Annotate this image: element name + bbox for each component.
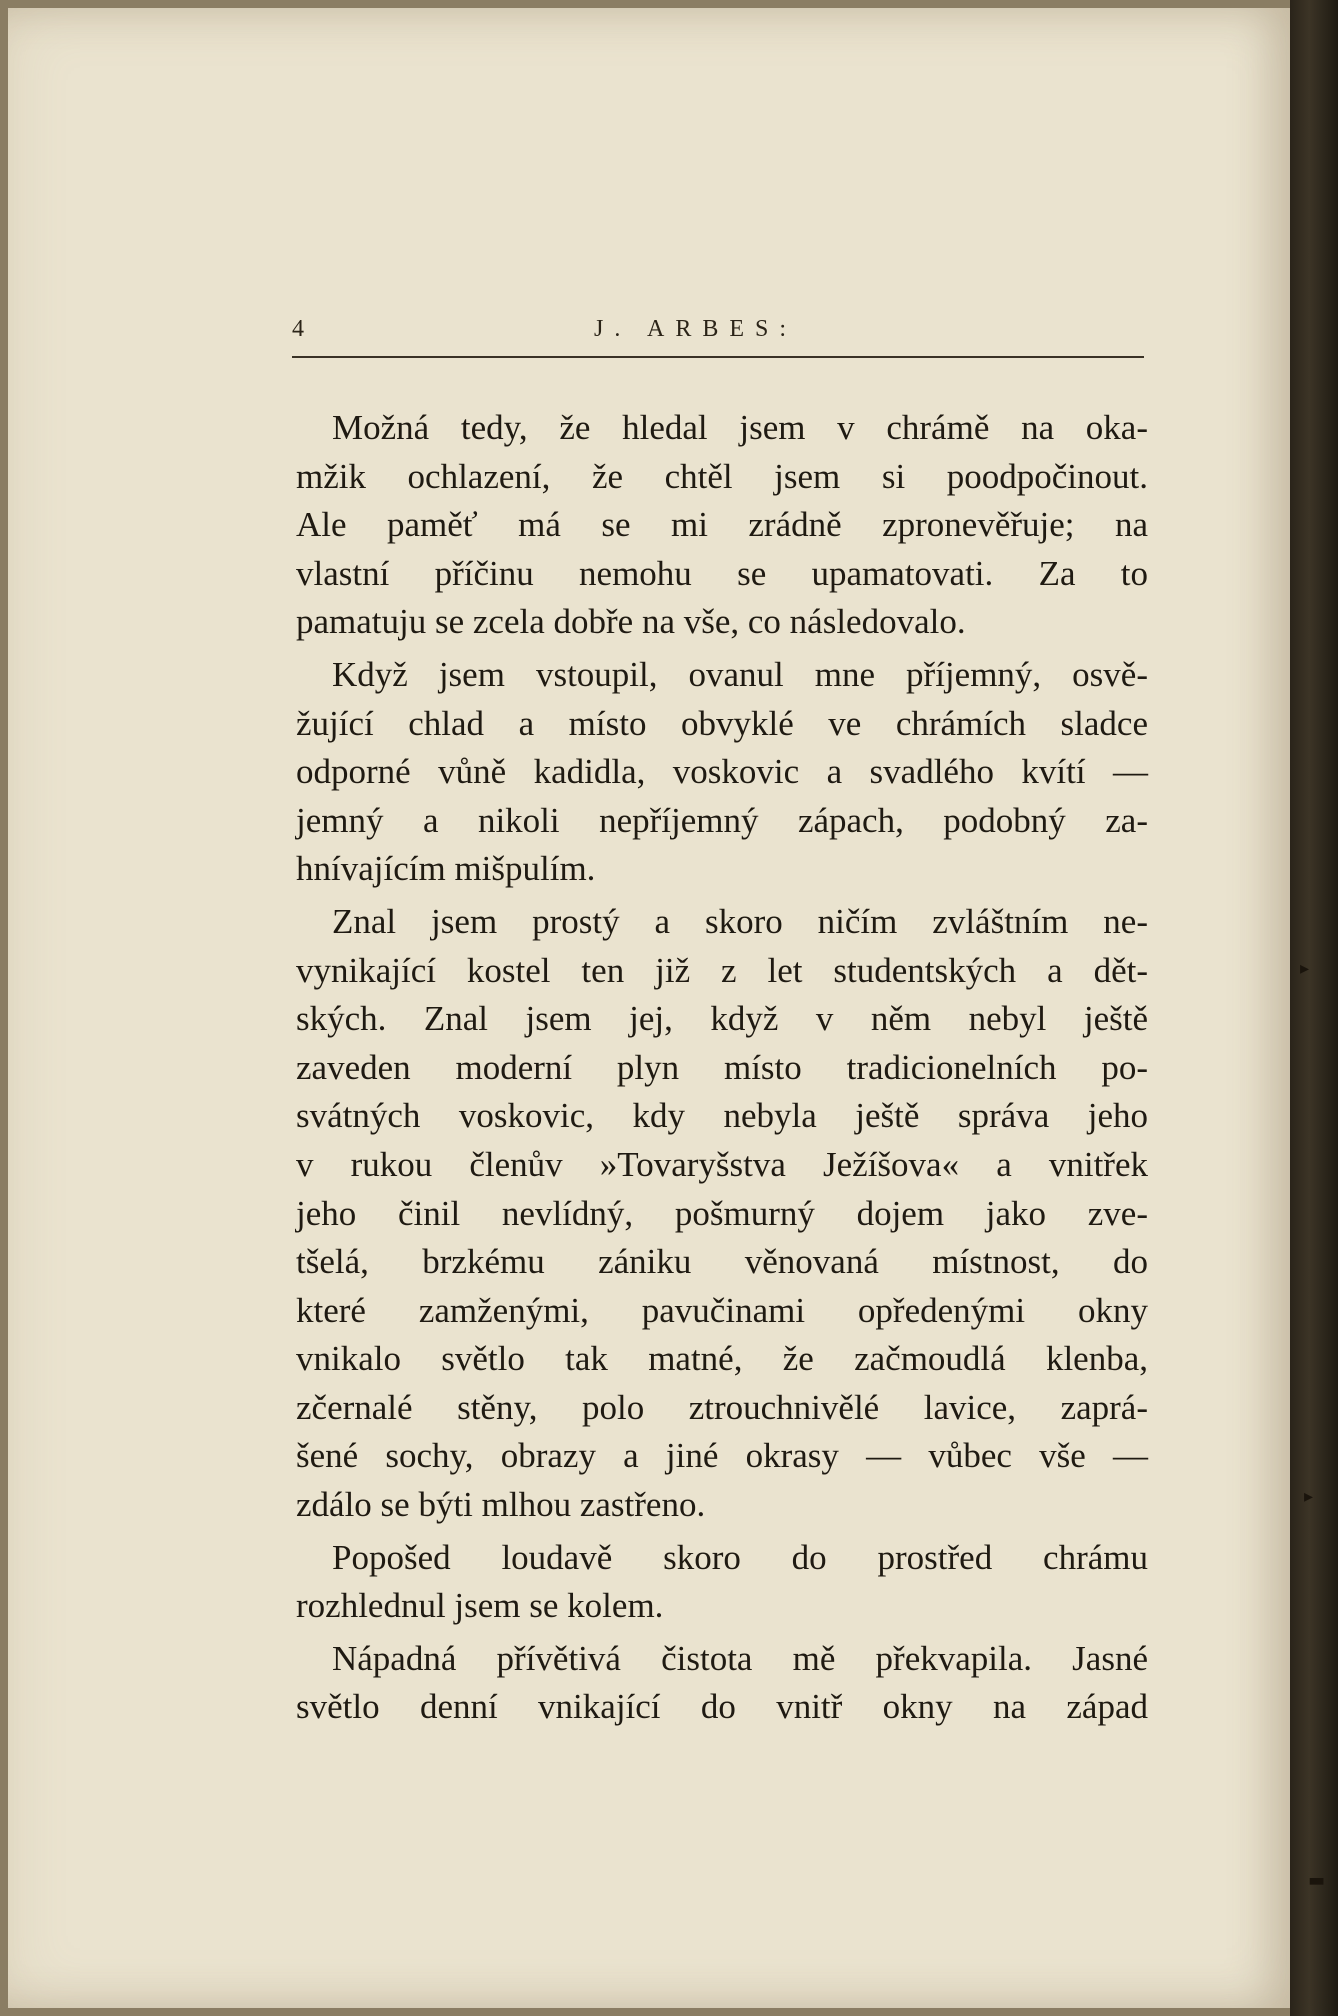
text-line: které zamženými, pavučinami opředenými okny bbox=[296, 1290, 1148, 1330]
paragraph bbox=[296, 1635, 1148, 1732]
text-line: Ale paměť má se mi zrádně zpronevěřuje; na bbox=[296, 505, 1148, 545]
text-line: zdálo se býti mlhou zastřeno. bbox=[296, 1485, 706, 1525]
text-line: svátných voskovic, kdy nebyla ještě správa jeho bbox=[296, 1096, 1148, 1136]
text-line: Možná tedy, že hledal jsem v chrámě na oka- bbox=[332, 408, 1148, 447]
running-head: J. ARBES: bbox=[594, 316, 798, 342]
header-rule bbox=[292, 356, 1144, 358]
text-line: šené sochy, obrazy a jiné okrasy — vůbec vše — bbox=[296, 1436, 1148, 1476]
text-line: jemný a nikoli nepříjemný zápach, podobný za- bbox=[296, 800, 1148, 840]
gutter-mark: ▸ bbox=[1300, 958, 1310, 979]
gutter-mark: ▬ bbox=[1308, 1870, 1326, 1891]
text-line: rozhlednul jsem se kolem. bbox=[296, 1586, 664, 1626]
text-line: žující chlad a místo obvyklé ve chrámích sladce bbox=[296, 703, 1148, 743]
text-line: Nápadná přívětivá čistota mě překvapila. Jasné bbox=[332, 1638, 1148, 1678]
page-number: 4 bbox=[292, 316, 304, 342]
text-line: Když jsem vstoupil, ovanul mne příjemný, osvě- bbox=[332, 654, 1148, 694]
text-line: odporné vůně kadidla, voskovic a svadlého kvítí — bbox=[296, 752, 1148, 792]
text-line: vynikající kostel ten již z let studentských a dět- bbox=[296, 950, 1148, 990]
paragraph bbox=[296, 651, 1148, 894]
page-header bbox=[292, 316, 1144, 356]
paragraph bbox=[296, 404, 1148, 647]
text-line: Popošed loudavě skoro do prostřed chrámu bbox=[332, 1537, 1148, 1577]
paragraph bbox=[296, 898, 1148, 1530]
text-line: v rukou členův »Tovaryšstva Ježíšova« a vnitřek bbox=[296, 1144, 1148, 1184]
book-gutter bbox=[1290, 0, 1338, 2016]
paragraph bbox=[296, 1534, 1148, 1631]
body-text bbox=[296, 404, 1148, 1732]
text-line: ských. Znal jsem jej, když v něm nebyl ještě bbox=[296, 999, 1148, 1039]
text-line: zčernalé stěny, polo ztrouchnivělé lavice, zaprá- bbox=[296, 1387, 1148, 1427]
text-line: vlastní příčinu nemohu se upamatovati. Za to bbox=[296, 553, 1148, 593]
gutter-mark: ▸ bbox=[1304, 1486, 1314, 1507]
text-line: mžik ochlazení, že chtěl jsem si poodpočinout. bbox=[296, 456, 1148, 496]
text-line: pamatuju se zcela dobře na vše, co následovalo. bbox=[296, 602, 966, 642]
text-line: tšelá, brzkému zániku věnovaná místnost, do bbox=[296, 1242, 1148, 1282]
text-line: Znal jsem prostý a skoro ničím zvláštním ne- bbox=[332, 901, 1148, 941]
text-line: hnívajícím mišpulím. bbox=[296, 849, 596, 889]
text-line: světlo denní vnikající do vnitř okny na západ bbox=[296, 1687, 1148, 1727]
text-line: vnikalo světlo tak matné, že začmoudlá klenba, bbox=[296, 1339, 1148, 1379]
text-line: zaveden moderní plyn místo tradicionelních po- bbox=[296, 1047, 1148, 1087]
text-line: jeho činil nevlídný, pošmurný dojem jako zve- bbox=[296, 1193, 1148, 1233]
